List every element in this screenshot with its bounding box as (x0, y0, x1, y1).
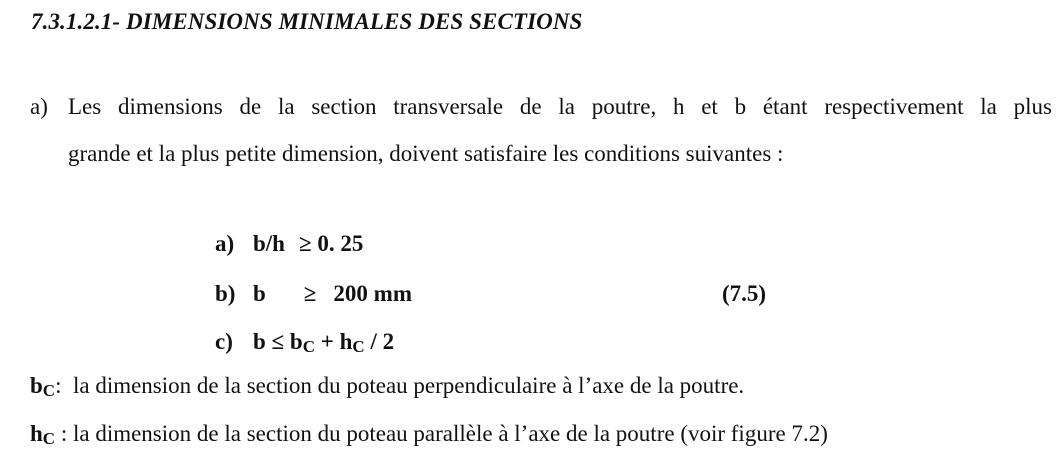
condition-a-label: a) (215, 231, 235, 256)
definition-bc-subscript: C (42, 381, 56, 400)
definition-hc-text: la dimension de la section du poteau parallèle à l’axe de la poutre (voir figure 7.2) (67, 421, 828, 446)
condition-c-subscript-2: C (352, 337, 365, 356)
section-heading: 7.3.1.2.1- DIMENSIONS MINIMALES DES SECTIONS (31, 9, 583, 34)
definition-bc-separator: : (55, 373, 62, 398)
condition-b-value: 200 mm (333, 281, 412, 306)
condition-c (215, 329, 394, 355)
condition-c-h-term: + h (315, 329, 353, 354)
definition-bc-text: la dimension de la section du poteau perpendiculaire à l’axe de la poutre. (61, 373, 745, 398)
condition-b (215, 281, 412, 307)
equation-number: (7.5) (722, 281, 767, 306)
definition-bc-symbol: b (30, 373, 43, 398)
condition-a-relation: ≥ 0. 25 (298, 231, 364, 256)
paragraph-line-2: grande et la plus petite dimension, doivent satisfaire les conditions suivantes : (68, 141, 784, 166)
condition-a (215, 231, 363, 257)
condition-c-b-term: b ≤ b (253, 329, 303, 354)
definition-hc (30, 421, 828, 447)
condition-c-label: c) (215, 329, 233, 354)
condition-b-expression: b (253, 281, 266, 306)
definition-bc (30, 373, 744, 399)
definition-hc-subscript: C (42, 429, 56, 448)
paragraph-line-1: Les dimensions de la section transversale de la poutre, h et b étant respectivement la plus (68, 94, 1052, 119)
condition-a-expression: b/h (253, 231, 285, 256)
condition-b-label: b) (215, 281, 236, 306)
definition-hc-symbol: h (30, 421, 43, 446)
condition-c-subscript-1: C (302, 337, 315, 356)
definition-hc-separator: : (55, 421, 68, 446)
paragraph-marker: a) (30, 94, 48, 119)
condition-b-relation: ≥ (303, 281, 317, 306)
condition-c-tail: / 2 (364, 329, 395, 354)
